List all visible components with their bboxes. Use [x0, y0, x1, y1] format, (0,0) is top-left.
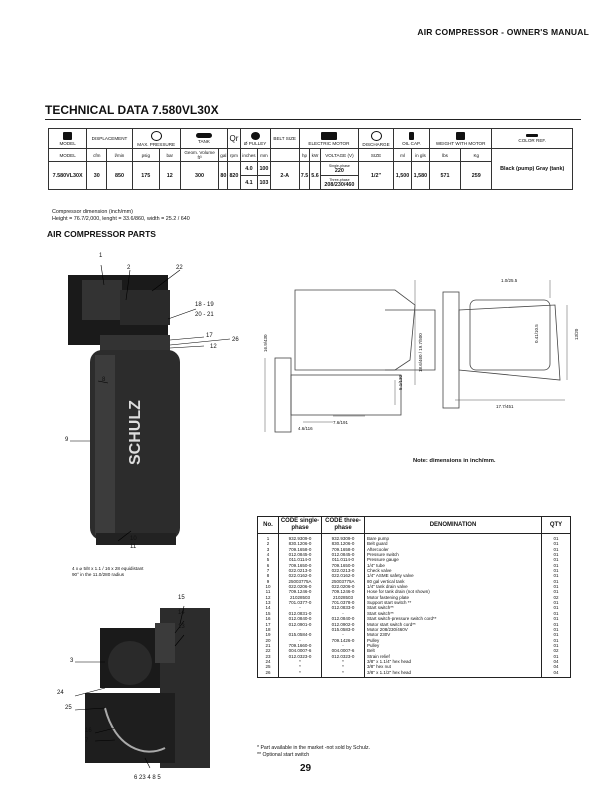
cell-three: 012.0902-0	[322, 622, 365, 627]
value-gal: 80	[219, 162, 228, 190]
parts-title: AIR COMPRESSOR PARTS	[47, 229, 156, 239]
value-rpm: 820	[228, 162, 240, 190]
cell-denomination: Check valve	[365, 568, 542, 573]
cell-qty: 04	[542, 659, 571, 664]
col-belt: BELT SIZE	[273, 136, 296, 141]
cell-three: 012.0845-0	[322, 552, 365, 557]
cell-qty: 01	[542, 579, 571, 584]
callout-16: 16	[85, 728, 92, 734]
value-mm1: 100	[258, 162, 270, 176]
cell-three: 011.0114-0	[322, 557, 365, 562]
cell-single: 004.0007-6	[279, 648, 322, 653]
cell-denomination: Motor 230V	[365, 632, 542, 637]
cell-no: 24	[258, 659, 279, 664]
col-oil: OIL CAP.	[402, 140, 421, 146]
header-no: No.	[258, 517, 279, 534]
callout-22: 22	[176, 265, 183, 271]
volt-three-value: 208/230/460	[324, 182, 355, 188]
unit-bar: bar	[159, 149, 180, 162]
cell-single: 015.0584-0	[279, 632, 322, 637]
unit-model: MODEL	[49, 149, 87, 162]
header-denomination: DENOMINATION	[365, 517, 542, 534]
cell-single: 012.0901-0	[279, 622, 322, 627]
unit-gal: gal	[219, 149, 228, 162]
cell-no: 2	[258, 541, 279, 546]
callout-bottom: 6 23 4 8 5	[134, 775, 161, 781]
cell-denomination: Pressure gauge	[365, 557, 542, 562]
cell-three: *	[322, 659, 365, 664]
cell-no: 26	[258, 670, 279, 678]
unit-kg: Kg	[461, 149, 492, 162]
value-bar: 12	[159, 162, 180, 190]
cell-single: 25003775A	[279, 579, 322, 584]
cell-denomination: Pulley	[365, 643, 542, 648]
cell-qty: 01	[542, 605, 571, 610]
table-row	[258, 534, 571, 542]
cell-single: 709.1660-0	[279, 643, 322, 648]
detail-photo	[75, 598, 215, 770]
callout-8: 8	[102, 377, 106, 383]
technical-data-table	[48, 128, 573, 190]
callout-20-21: 20 - 21	[195, 312, 214, 318]
page-number: 29	[299, 763, 312, 774]
cell-three: *	[322, 664, 365, 669]
dimension-note-2: Height = 76.7/2,000, lenght = 33.6/860, width = 25.2 / 640	[52, 216, 190, 222]
dim-label-4: 17.7/451	[496, 404, 514, 409]
cell-single: 830.1206-0	[279, 541, 322, 546]
cell-denomination: 80 gal vertical tank	[365, 579, 542, 584]
callout-11: 11	[130, 544, 137, 550]
cell-no: 23	[258, 654, 279, 659]
cell-three: *	[322, 670, 365, 678]
table-row	[258, 670, 571, 678]
unit-rpm: rpm	[228, 149, 240, 162]
spec-units-row	[49, 149, 573, 162]
tank-icon	[196, 133, 212, 138]
dimension-unit-note: Note: dimensions in inch/mm.	[413, 458, 496, 464]
cell-single: 022.0162-0	[279, 573, 322, 578]
cell-three: 022.0213-0	[322, 568, 365, 573]
callout-3: 3	[70, 658, 74, 664]
unit-size: SIZE	[359, 149, 394, 162]
cell-qty: 02	[542, 595, 571, 600]
unit-inches: inches	[240, 149, 258, 162]
unit-hp: hp	[299, 149, 310, 162]
col-displacement: DISPLACEMENT	[91, 136, 128, 141]
callout-12: 12	[210, 344, 217, 350]
cell-denomination: Belt	[365, 648, 542, 653]
value-ingls: 1,580	[411, 162, 429, 190]
value-psig: 175	[132, 162, 159, 190]
cell-qty: 01	[542, 611, 571, 616]
cell-denomination: 3/8" x 1.1/4" hex head	[365, 659, 542, 664]
cell-three: 015.0583-0	[322, 627, 365, 632]
cell-no: 7	[258, 568, 279, 573]
cell-single: 012.0323-0	[279, 654, 322, 659]
callout-2: 2	[127, 265, 131, 271]
col-weight: WEIGHT WITH MOTOR	[435, 140, 486, 146]
cell-denomination: Start switch**	[365, 611, 542, 616]
cell-qty: 01	[542, 534, 571, 542]
cell-single: *	[279, 670, 322, 678]
cell-three: 709.1426-0	[322, 638, 365, 643]
unit-ft3	[180, 149, 219, 162]
cell-denomination: Motor 208/230/460V	[365, 627, 542, 632]
dim-label-8: 4.6/116	[298, 426, 313, 431]
discharge-icon	[371, 131, 382, 141]
cell-qty: 01	[542, 584, 571, 589]
parts-table-header	[258, 517, 571, 534]
unit-ft3-label: ft³	[197, 155, 202, 160]
cell-three: -	[322, 611, 365, 616]
volt-single-label: Single-phase	[328, 164, 350, 168]
cell-single: 709.1246-0	[279, 589, 322, 594]
mounting-caption-2: 90° in the 11.0/280 radius	[72, 572, 125, 577]
cell-three: 004.0007-6	[322, 648, 365, 653]
unit-cfm: cfm	[87, 149, 107, 162]
col-tank: TANK	[198, 139, 210, 144]
cell-qty: 01	[542, 632, 571, 637]
cell-single: 012.0840-0	[279, 616, 322, 621]
callout-10: 10	[130, 536, 137, 542]
header-three: CODE three-phase	[322, 517, 365, 534]
value-kw: 5.6	[310, 162, 321, 190]
cell-no: 20	[258, 638, 279, 643]
value-volt2	[320, 176, 358, 190]
cell-denomination: 1/4" tube	[365, 563, 542, 568]
cell-three: 709.1650-0	[322, 563, 365, 568]
value-ft3: 300	[180, 162, 219, 190]
cell-single: 012.0845-0	[279, 552, 322, 557]
cell-qty: 01	[542, 627, 571, 632]
cell-three: 830.1206-0	[322, 541, 365, 546]
callout-26: 26	[232, 337, 239, 343]
cell-denomination: 1/4" ASME safety valve	[365, 573, 542, 578]
dimension-note	[52, 209, 190, 223]
gauge-icon	[151, 131, 162, 141]
cell-no: 22	[258, 648, 279, 653]
cell-denomination: Motor start switch cord**	[365, 622, 542, 627]
value-lbs: 571	[429, 162, 460, 190]
cell-no: 13	[258, 600, 279, 605]
cell-qty: 01	[542, 568, 571, 573]
tank-brand-label: SCHULZ	[127, 400, 144, 465]
cell-single: -	[279, 627, 322, 632]
cell-three: -	[322, 643, 365, 648]
compressor-photo	[60, 255, 250, 555]
cell-qty: 01	[542, 563, 571, 568]
cell-denomination: Start switch**	[365, 605, 542, 610]
cell-denomination: Strain relief	[365, 654, 542, 659]
unit-geom: Geom. Volume	[184, 150, 215, 155]
value-ml: 1,500	[394, 162, 412, 190]
mounting-caption-1: 4 x ⌀ 5/8 x 1.1 / 16 x 28 equidistant	[72, 566, 144, 571]
unit-mm: mm	[258, 149, 270, 162]
cell-no: 8	[258, 573, 279, 578]
dim-label-9: 7.6/191	[333, 420, 349, 425]
value-model: 7.580VL30X	[49, 162, 87, 190]
value-inch2: 4.1	[240, 176, 258, 190]
cell-denomination: Pulley	[365, 638, 542, 643]
cell-qty: 02	[542, 648, 571, 653]
cell-single: *	[279, 664, 322, 669]
cell-single: -	[279, 605, 322, 610]
cell-qty: 01	[542, 622, 571, 627]
cell-no: 3	[258, 547, 279, 552]
cell-denomination: 3/8" hex nut	[365, 664, 542, 669]
cell-no: 14	[258, 605, 279, 610]
dim-label-1: 1.0/25.5	[501, 278, 518, 283]
cell-no: 5	[258, 557, 279, 562]
cell-single: 011.0114-0	[279, 557, 322, 562]
col-max-pressure: MAX. PRESSURE	[137, 141, 176, 147]
motor-icon	[321, 132, 337, 140]
callout-7: 7	[85, 738, 89, 744]
dim-label-6: 18.6/460 / 19.7/500	[418, 333, 423, 372]
cell-three: 709.1658-0	[322, 547, 365, 552]
cell-no: 19	[258, 632, 279, 637]
value-inch1: 4.0	[240, 162, 258, 176]
compressor-icon	[63, 132, 72, 140]
unit-kw: kW	[310, 149, 321, 162]
unit-lmin: l/min	[107, 149, 132, 162]
cell-qty: 01	[542, 616, 571, 621]
callout-9: 9	[65, 437, 69, 443]
value-kg: 259	[461, 162, 492, 190]
cell-denomination: 3/8" x 1.1/2" hex head	[365, 670, 542, 678]
dimension-note-1: Compressor dimension (inch/mm)	[52, 209, 133, 215]
unit-lbs: lbs	[429, 149, 460, 162]
rpm-icon: Qr	[229, 134, 239, 143]
volt-single-value: 220	[334, 168, 344, 174]
callout-15: 15	[178, 595, 185, 601]
dim-label-3: 13/20	[574, 328, 579, 340]
footnote-2: ** Optional start switch	[257, 752, 310, 758]
parts-table	[257, 516, 571, 678]
cell-three: 932.9309-0	[322, 534, 365, 542]
value-belt: 2-A	[270, 162, 299, 190]
cell-no: 16	[258, 616, 279, 621]
cell-qty: 01	[542, 547, 571, 552]
cell-qty: 01	[542, 638, 571, 643]
cell-qty: 01	[542, 654, 571, 659]
cell-no: 6	[258, 563, 279, 568]
unit-ml: ml	[394, 149, 412, 162]
callout-18-19: 18 - 19	[195, 302, 214, 308]
cell-no: 17	[258, 622, 279, 627]
col-color: COLOR REF.	[518, 138, 546, 143]
cell-three: 022.0162-0	[322, 573, 365, 578]
cell-qty: 04	[542, 670, 571, 678]
cell-three: 012.0840-0	[322, 616, 365, 621]
cell-single: 709.1650-0	[279, 563, 322, 568]
cell-denomination: Aftercooler	[365, 547, 542, 552]
unit-ingls: in gls	[411, 149, 429, 162]
pulley-icon	[251, 132, 260, 140]
cell-single: 709.1658-0	[279, 547, 322, 552]
cell-qty: 04	[542, 664, 571, 669]
unit-voltage: VOLTAGE (V)	[320, 149, 358, 162]
header-single: CODE single-phase	[279, 517, 322, 534]
cell-qty: 01	[542, 643, 571, 648]
cell-three: 701.0378-0	[322, 600, 365, 605]
dim-label-7: 5.1/130	[398, 374, 403, 390]
weight-icon	[456, 132, 465, 140]
cell-denomination: Support start switch **	[365, 600, 542, 605]
cell-no: 12	[258, 595, 279, 600]
cell-three: -	[322, 632, 365, 637]
callout-17: 17	[206, 333, 213, 339]
cell-three: 012.0833-0	[322, 605, 365, 610]
value-cfm: 30	[87, 162, 107, 190]
cell-single: 932.9309-0	[279, 534, 322, 542]
cell-single: *	[279, 659, 322, 664]
cell-single: 012.0831-0	[279, 611, 322, 616]
value-color: Black (pump) Gray (tank)	[492, 149, 573, 190]
cell-single: 701.0377-0	[279, 600, 322, 605]
cell-denomination: 1/4" tank drain valve	[365, 584, 542, 589]
value-volt1	[320, 162, 358, 176]
cell-no: 15	[258, 611, 279, 616]
running-header: AIR COMPRESSOR - OWNER'S MANUAL	[417, 27, 589, 37]
cell-no: 10	[258, 584, 279, 589]
cell-three: 709.1246-0	[322, 589, 365, 594]
cell-denomination: Hose for tank drain (not shown)	[365, 589, 542, 594]
col-motor: ELECTRIC MOTOR	[308, 140, 350, 146]
cell-denomination: Bare pump	[365, 534, 542, 542]
callout-24: 24	[57, 690, 64, 696]
cell-no: 21	[258, 643, 279, 648]
cell-qty: 01	[542, 541, 571, 546]
cell-three: 012.0323-0	[322, 654, 365, 659]
color-icon	[526, 134, 538, 137]
cell-single: 21028503	[279, 595, 322, 600]
callout-25: 25	[65, 705, 72, 711]
cell-three: 022.0206-0	[322, 584, 365, 589]
footnotes	[257, 745, 370, 759]
footnote-1: * Part available in the market -not sold by Schulz.	[257, 745, 371, 751]
mounting-caption	[72, 566, 143, 578]
cell-no: 11	[258, 589, 279, 594]
dim-label-2: 0.41/10.5	[534, 324, 539, 343]
cell-three: 25003775A	[322, 579, 365, 584]
cell-no: 9	[258, 579, 279, 584]
parts-table-body	[258, 534, 571, 678]
cell-single: 022.0213-0	[279, 568, 322, 573]
col-model: MODEL	[59, 140, 76, 146]
callout-14: 14	[178, 610, 185, 616]
spec-header-row	[49, 129, 573, 149]
cell-denomination: Belt guard	[365, 541, 542, 546]
col-pulley: Ø PULLEY	[243, 140, 267, 146]
cell-no: 18	[258, 627, 279, 632]
section-divider	[45, 119, 581, 120]
volt-three-label: Three-phase	[329, 178, 350, 182]
value-mm2: 103	[258, 176, 270, 190]
cell-denomination: Pressure switch	[365, 552, 542, 557]
cell-no: 4	[258, 552, 279, 557]
cell-qty: 01	[542, 600, 571, 605]
cell-qty: 01	[542, 573, 571, 578]
cell-single: 022.0206-0	[279, 584, 322, 589]
cell-no: 1	[258, 534, 279, 542]
callout-13: 13	[178, 624, 185, 630]
header-qty: QTY	[542, 517, 571, 534]
unit-psig: psig	[132, 149, 159, 162]
cell-no: 25	[258, 664, 279, 669]
value-lmin: 850	[107, 162, 132, 190]
cell-denomination: Motor fastening plate	[365, 595, 542, 600]
cell-single: -	[279, 638, 322, 643]
technical-data-title: TECHNICAL DATA 7.580VL30X	[45, 103, 219, 117]
cell-denomination: Start switch-pressure switch cord**	[365, 616, 542, 621]
cell-qty: 01	[542, 557, 571, 562]
dim-label-5: 16.9/430	[263, 334, 268, 352]
dimension-drawing	[255, 270, 595, 450]
unit-belt-empty	[270, 149, 299, 162]
cell-three: 21028503	[322, 595, 365, 600]
oil-icon	[409, 132, 414, 140]
cell-qty: 01	[542, 589, 571, 594]
value-discharge: 1/2"	[359, 162, 394, 190]
callout-1: 1	[99, 253, 103, 259]
cell-qty: 01	[542, 552, 571, 557]
value-hp: 7.5	[299, 162, 310, 190]
col-discharge: DISCHARGE	[362, 141, 390, 147]
